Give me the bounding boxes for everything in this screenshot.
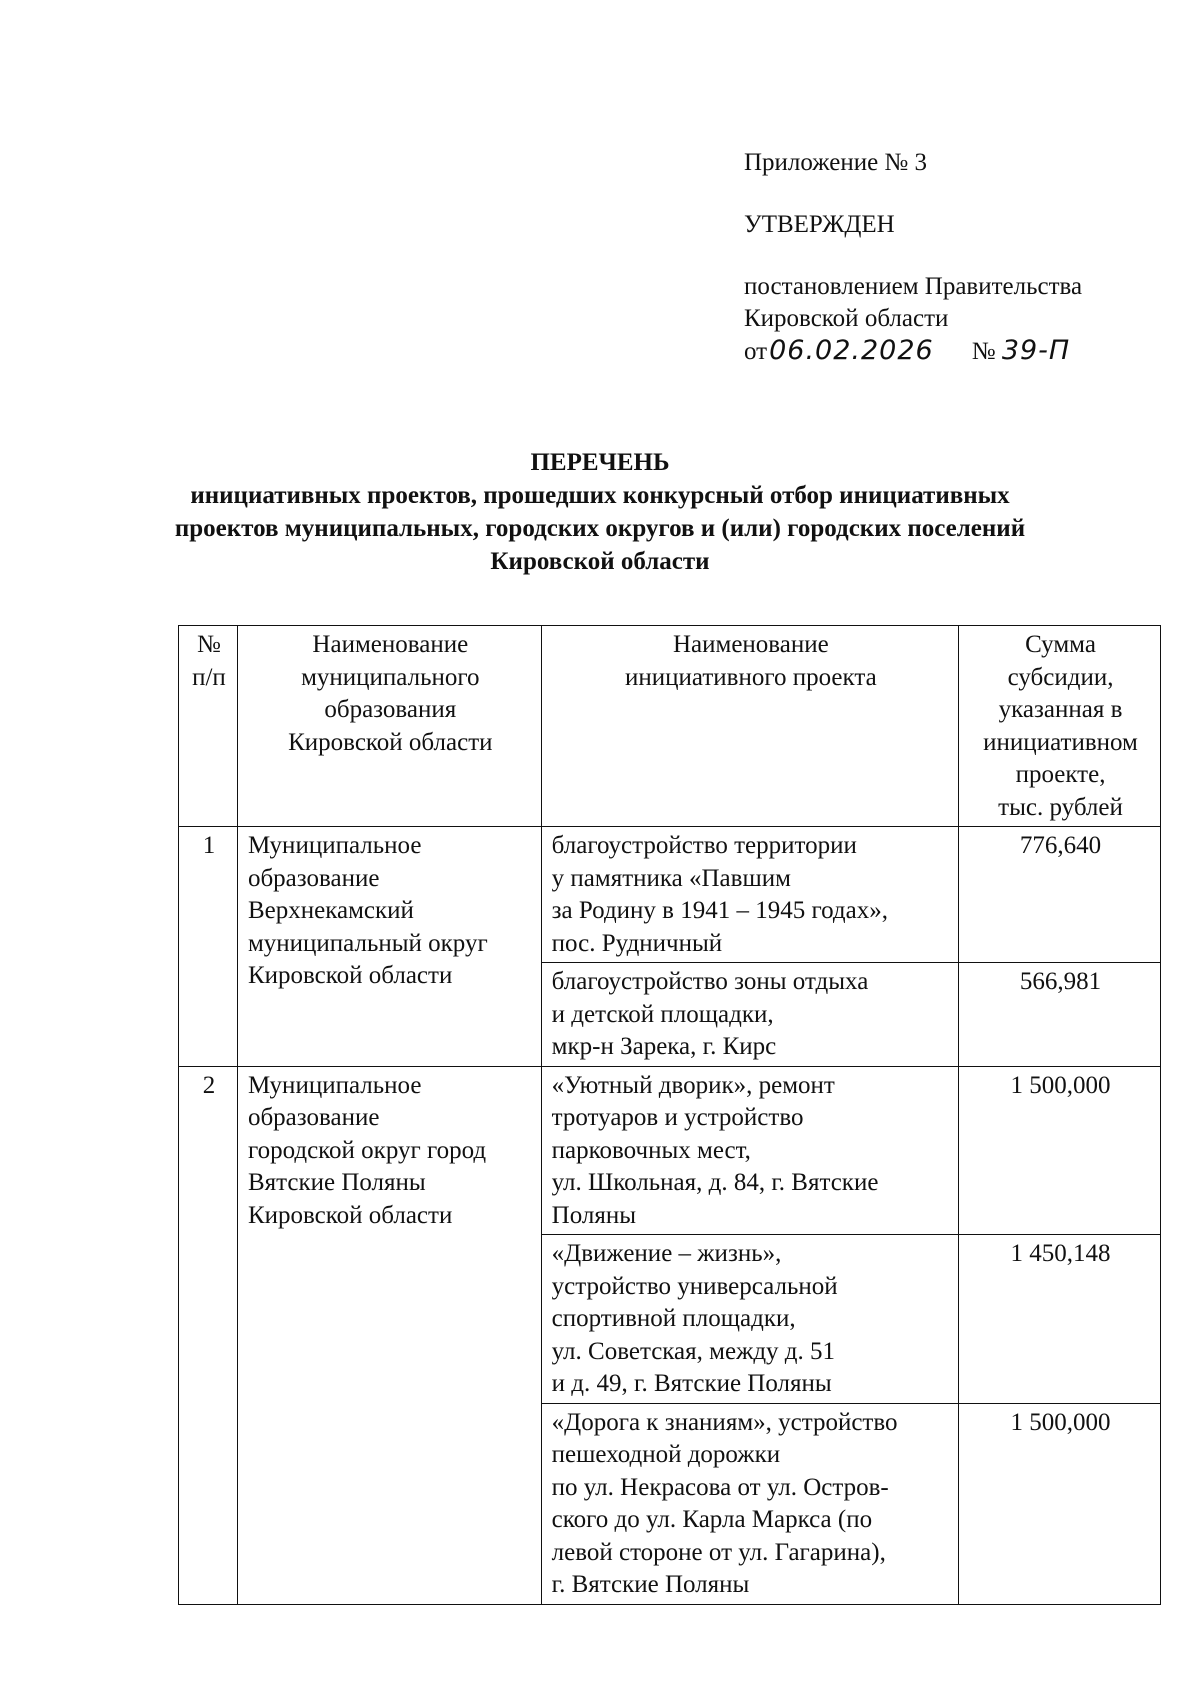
row-number: 1 <box>179 827 238 1067</box>
projects-table <box>178 625 1161 1605</box>
number-prefix: № <box>971 338 996 365</box>
project-name: «Уютный дворик», ремонт тротуаров и устройство парковочных мест, ул. Школьная, д. 84, г. Вятские Поляны <box>541 1066 958 1235</box>
handwritten-date: 06.02.2026 <box>769 335 934 366</box>
table-header-row <box>179 626 1161 827</box>
municipality-name: Муниципальное образование Верхнекамский муниципальный округ Кировской области <box>237 827 541 1067</box>
row-number: 2 <box>179 1066 238 1604</box>
handwritten-number: 39-П <box>1001 335 1071 366</box>
resolution-line-1: постановлением Правительства <box>744 273 1083 300</box>
document-title <box>150 446 1050 578</box>
project-name: благоустройство зоны отдыха и детской площадки, мкр-н Зарека, г. Кирс <box>541 963 958 1067</box>
subsidy-sum: 776,640 <box>959 827 1161 963</box>
table-row <box>179 1066 1161 1235</box>
subsidy-sum: 566,981 <box>959 963 1161 1067</box>
municipality-name: Муниципальное образование городской округ город Вятские Поляны Кировской области <box>237 1066 541 1604</box>
header-sum: Сумма субсидии, указанная в инициативном проекте, тыс. рублей <box>959 626 1161 827</box>
project-name: благоустройство территории у памятника «Павшим за Родину в 1941 – 1945 годах», пос. Рудничный <box>541 827 958 963</box>
subsidy-sum: 1 500,000 <box>959 1403 1161 1604</box>
title-subheading: инициативных проектов, прошедших конкурсный отбор инициативных проектов муниципальных, городских округов и (или) городских поселений Кировской области <box>174 482 1026 575</box>
project-name: «Движение – жизнь», устройство универсальной спортивной площадки, ул. Советская, между д. 51 и д. 49, г. Вятские Поляны <box>541 1235 958 1404</box>
project-name: «Дорога к знаниям», устройство пешеходной дорожки по ул. Некрасова от ул. Остров- ского до ул. Карла Маркса (по левой стороне от ул. Гагарина), г. Вятские Поляны <box>541 1403 958 1604</box>
approved-label: УТВЕРЖДЕН <box>744 211 895 238</box>
header-project: Наименование инициативного проекта <box>541 626 958 827</box>
title-heading: ПЕРЕЧЕНЬ <box>530 449 670 476</box>
subsidy-sum: 1 450,148 <box>959 1235 1161 1404</box>
subsidy-sum: 1 500,000 <box>959 1066 1161 1235</box>
header-number: № п/п <box>179 626 238 827</box>
date-prefix: от <box>744 338 768 365</box>
appendix-label: Приложение № 3 <box>744 149 928 176</box>
date-number-line <box>744 335 1082 368</box>
approval-block <box>744 147 1082 368</box>
table-row <box>179 827 1161 963</box>
header-municipality: Наименование муниципального образования Кировской области <box>237 626 541 827</box>
resolution-line-2: Кировской области <box>744 305 949 332</box>
